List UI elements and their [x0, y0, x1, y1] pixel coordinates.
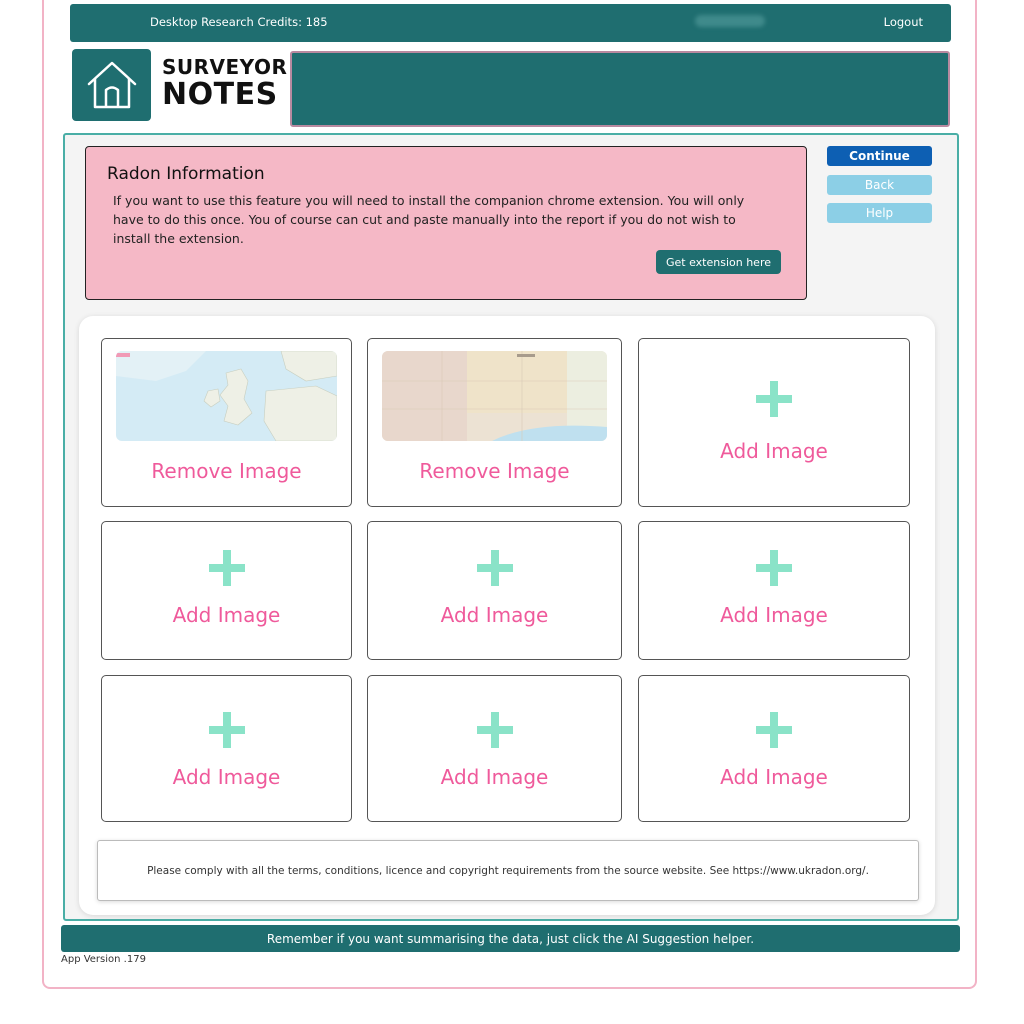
plus-icon [756, 381, 792, 417]
add-image-label: Add Image [720, 439, 828, 463]
plus-icon [477, 712, 513, 748]
back-button[interactable]: Back [827, 175, 932, 195]
remove-image-label[interactable]: Remove Image [419, 459, 570, 483]
logo-wordmark [162, 57, 287, 110]
plus-icon [477, 550, 513, 586]
image-slot-6[interactable] [638, 521, 910, 660]
plus-icon [756, 712, 792, 748]
remove-image-label[interactable]: Remove Image [151, 459, 302, 483]
get-extension-button[interactable]: Get extension here [656, 250, 781, 274]
terms-notice: Please comply with all the terms, conditions, licence and copyright requirements from the source website. See https://www.ukradon.org/. [97, 840, 919, 901]
app-version: App Version .179 [61, 954, 146, 965]
radon-map-uk-thumbnail [116, 351, 337, 441]
radon-map-local-thumbnail [382, 351, 607, 441]
header-banner [290, 51, 950, 127]
image-slot-1[interactable] [101, 338, 352, 507]
image-slot-5[interactable] [367, 521, 622, 660]
continue-button[interactable]: Continue [827, 146, 932, 166]
info-body: If you want to use this feature you will need to install the companion chrome extension. You will only have to do this once. You of course can cut and paste manually into the report if you do not wish to install the extension. [113, 193, 745, 246]
add-image-label: Add Image [172, 765, 281, 789]
info-title: Radon Information [107, 164, 265, 184]
logo-line-2: NOTES [162, 77, 278, 112]
add-image-label: Add Image [440, 603, 549, 627]
add-image-label: Add Image [720, 603, 828, 627]
help-button[interactable]: Help [827, 203, 932, 223]
plus-icon [209, 550, 245, 586]
radon-info-box [85, 146, 807, 300]
image-slot-4[interactable] [101, 521, 352, 660]
add-image-label: Add Image [720, 765, 828, 789]
plus-icon [756, 550, 792, 586]
top-bar [70, 4, 951, 42]
image-slot-3[interactable] [638, 338, 910, 507]
image-slot-8[interactable] [367, 675, 622, 822]
username-blurred [695, 15, 765, 27]
house-icon [85, 59, 139, 111]
logo-badge[interactable] [72, 49, 151, 121]
plus-icon [209, 712, 245, 748]
logo-line-1: SURVEYOR [162, 55, 288, 79]
logout-link[interactable]: Logout [883, 15, 923, 29]
add-image-label: Add Image [440, 765, 549, 789]
ai-helper-banner: Remember if you want summarising the data, just click the AI Suggestion helper. [61, 925, 960, 952]
image-slot-9[interactable] [638, 675, 910, 822]
credits-label: Desktop Research Credits: 185 [150, 15, 328, 29]
add-image-label: Add Image [172, 603, 281, 627]
image-slot-7[interactable] [101, 675, 352, 822]
image-slot-2[interactable] [367, 338, 622, 507]
